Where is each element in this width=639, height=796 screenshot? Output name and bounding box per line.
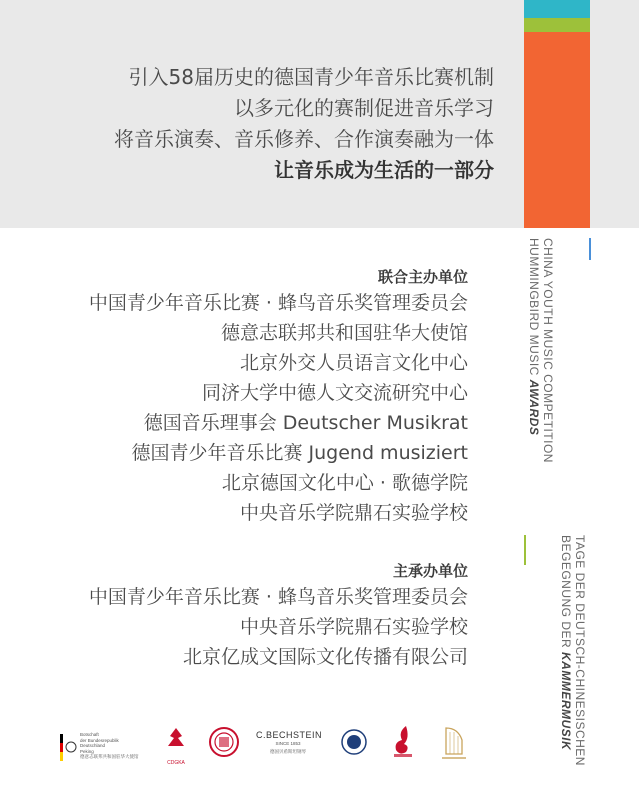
bechstein-logo [256,730,323,755]
embassy-text: Botschaft [80,732,99,737]
green-accent-line [524,535,526,565]
co-organizers-list [89,288,468,528]
sponsor-logos [60,722,480,770]
seal-logo [208,726,240,762]
orange-stripe [524,32,590,228]
side-line: CHINA YOUTH MUSIC COMPETITION [541,238,555,463]
org-item: 中央音乐学院鼎石实验学校 [239,502,468,524]
eagle-icon [66,742,76,752]
flag-red-icon [60,743,63,752]
org-item: 北京德国文化中心 · 歌德学院 [221,472,468,494]
co-organizers-title: 联合主办单位 [377,268,468,286]
side-line-normal: HUMMINGBIRD MUSIC [527,238,541,380]
side-line [559,535,573,766]
org-item: 德意志联邦共和国驻华大使馆 [220,322,468,344]
side-line-bold: AWARDS [527,379,541,436]
intro-line: 将音乐演奏、音乐修养、合作演奏融为一体 [114,127,494,151]
org-item: 北京外交人员语言文化中心 [239,352,468,374]
side-line: TAGE DER DEUTSCH-CHINESISCHEN [573,535,587,766]
blue-accent-line [589,238,591,260]
harp-logo [438,724,470,766]
bechstein-since: SINCE 1853 [275,741,301,746]
embassy-text: der Bundesrepublik Deutschland [80,737,119,748]
cdgka-icon [168,728,184,746]
intro-line: 引入58届历史的德国青少年音乐比赛机制 [128,65,494,89]
intro-line: 以多元化的赛制促进音乐学习 [234,96,494,120]
music-note-icon [396,726,408,754]
bechstein-cn: 德国贝希斯坦钢琴 [270,749,306,754]
embassy-logo [60,730,138,770]
org-item: 北京亿成文国际文化传播有限公司 [182,646,468,668]
teal-stripe [524,0,590,18]
flag-gold-icon [60,752,63,761]
side-line-bold: KAMMERMUSIK [559,652,573,751]
org-item: 中国青少年音乐比赛 · 蜂鸟音乐奖管理委员会 [88,292,468,314]
bechstein-name: C.BECHSTEIN [256,730,323,740]
cdgka-text: CDGKA [167,760,185,766]
org-item: 中国青少年音乐比赛 · 蜂鸟音乐奖管理委员会 [88,586,468,608]
side-line [527,238,541,463]
org-item: 同济大学中德人文交流研究中心 [201,382,468,404]
green-stripe [524,18,590,32]
side-text-kammermusik [559,535,587,766]
org-item: 中央音乐学院鼎石实验学校 [239,616,468,638]
hosts-list [89,582,468,672]
school-logo [340,728,368,760]
side-text-hummingbird [527,238,555,463]
org-item: 德国青少年音乐比赛 Jugend musiziert [131,442,468,464]
music-logo [388,724,418,764]
hosts-title: 主承办单位 [392,562,468,580]
org-item: 德国音乐理事会 Deutscher Musikrat [143,412,468,434]
side-line-normal: BEGEGNUNG DER [559,535,573,653]
embassy-text: Peking [80,748,94,754]
embassy-text: 德意志联邦共和国驻华大使馆 [80,754,139,759]
cdgka-logo [160,726,192,766]
flag-black-icon [60,734,63,743]
intro-text [114,62,494,186]
intro-highlight: 让音乐成为生活的一部分 [274,158,494,182]
